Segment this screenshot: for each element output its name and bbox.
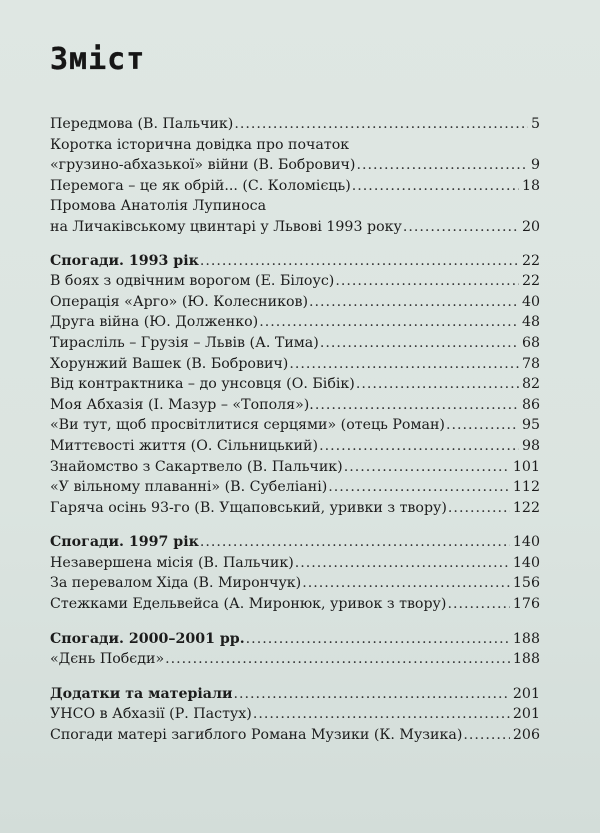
- dot-leader: [319, 436, 519, 457]
- toc-page-number: 101: [512, 458, 540, 475]
- toc-entry[interactable]: [50, 498, 540, 519]
- toc-page-number: 68: [521, 334, 540, 351]
- toc-page-number: 188: [512, 630, 540, 647]
- toc-entry[interactable]: [50, 395, 540, 416]
- dot-leader: [446, 415, 519, 436]
- toc-entry-title: Незавершена місія (В. Пальчик): [50, 554, 294, 571]
- toc-page-number: 48: [521, 314, 540, 331]
- toc-entry-title: «Дєнь Побєди»: [50, 651, 165, 668]
- toc-entry-title: «грузино-абхазької» війни (В. Бобрович): [50, 157, 356, 174]
- toc-section-heading[interactable]: [50, 251, 540, 272]
- toc-page-number: 82: [521, 376, 540, 393]
- dot-leader: [344, 457, 510, 478]
- toc-entry-title: Миттєвості життя (О. Сільницький): [50, 437, 319, 454]
- toc-page-number: 22: [521, 273, 540, 290]
- toc-page-number: 201: [512, 685, 540, 702]
- toc-page-number: 98: [521, 437, 540, 454]
- toc-page-number: 206: [512, 727, 540, 744]
- dot-leader: [295, 553, 510, 574]
- toc-entry-title: Моя Абхазія (І. Мазур – «Тополя»).: [50, 396, 314, 413]
- toc-entry[interactable]: [50, 704, 540, 725]
- toc-page-number: 9: [530, 157, 540, 174]
- dot-leader: [463, 725, 510, 746]
- dot-leader: [448, 498, 510, 519]
- section-title: Спогади. 2000–2001 рр.: [50, 630, 245, 647]
- section-title: Додатки та матеріали: [50, 685, 233, 702]
- toc-entry-title: Тирасліль – Грузія – Львів (А. Тима): [50, 334, 319, 351]
- toc-page-number: 201: [512, 706, 540, 723]
- page-title: Зміст: [50, 42, 146, 77]
- dot-leader: [335, 271, 519, 292]
- toc-entry-title: Друга війна (Ю. Долженко): [50, 314, 259, 331]
- toc-entry[interactable]: [50, 217, 540, 238]
- toc-entry-title: Передмова (В. Пальчик): [50, 116, 234, 132]
- section-title: Спогади. 1993 рік: [50, 252, 199, 269]
- dot-leader: [289, 354, 519, 375]
- toc-entry-title: на Личаківському цвинтарі у Львові 1993 року: [50, 218, 402, 235]
- toc-entry-title: УНСО в Абхазії (Р. Пастух): [50, 706, 252, 723]
- toc-entry[interactable]: [50, 477, 540, 498]
- toc-section-heading[interactable]: [50, 629, 540, 650]
- toc-page-number: 156: [512, 575, 540, 592]
- toc-entry-title: «У вільному плаванні» (В. Субеліані): [50, 479, 328, 496]
- table-of-contents: [50, 114, 540, 746]
- toc-page-number: 18: [521, 177, 540, 194]
- toc-entry[interactable]: [50, 271, 540, 292]
- toc-entry-title: Гаряча осінь 93-го (В. Ущаповський, уривки з твору): [50, 499, 447, 516]
- toc-page-number: 112: [512, 479, 540, 496]
- toc-page-number: 22: [521, 252, 540, 269]
- toc-page-number: 20: [521, 218, 540, 235]
- toc-page-number: 78: [521, 355, 540, 372]
- toc-page-number: 122: [512, 499, 540, 516]
- toc-page-number: 188: [512, 651, 540, 668]
- toc-entry[interactable]: [50, 333, 540, 354]
- dot-leader: [259, 312, 519, 333]
- toc-entry[interactable]: [50, 594, 540, 615]
- toc-entry-title: Спогади матері загиблого Романа Музики (К. Музика): [50, 727, 463, 744]
- toc-page-number: 5: [530, 116, 540, 132]
- dot-leader: [328, 477, 510, 498]
- toc-entry[interactable]: [50, 457, 540, 478]
- toc-entry-title: Стежками Едельвейса (А. Миронюк, уривок з твору): [50, 596, 447, 613]
- toc-section-heading[interactable]: [50, 532, 540, 553]
- dot-leader: [309, 292, 519, 313]
- toc-entry-title-line1[interactable]: Промова Анатолія Лупиноса: [50, 198, 267, 215]
- toc-entry[interactable]: [50, 415, 540, 436]
- toc-entry-title: Перемога – це як обрій... (С. Коломієць): [50, 177, 351, 194]
- toc-entry[interactable]: [50, 114, 540, 135]
- toc-entry[interactable]: [50, 292, 540, 313]
- toc-entry[interactable]: [50, 649, 540, 670]
- toc-page-number: 95: [521, 417, 540, 434]
- dot-leader: [447, 594, 509, 615]
- toc-entry[interactable]: [50, 573, 540, 594]
- dot-leader: [403, 217, 519, 238]
- dot-leader: [165, 649, 510, 670]
- dot-leader: [356, 374, 519, 395]
- toc-entry-title: Хорунжий Вашек (В. Бобрович): [50, 355, 289, 372]
- dot-leader: [234, 684, 510, 705]
- dot-leader: [234, 114, 528, 135]
- toc-entry-title: За перевалом Хіда (В. Мирончук): [50, 575, 302, 592]
- toc-page-number: 140: [512, 554, 540, 571]
- toc-entry[interactable]: [50, 176, 540, 197]
- dot-leader: [302, 573, 510, 594]
- toc-entry[interactable]: [50, 436, 540, 457]
- toc-page-number: 86: [521, 396, 540, 413]
- dot-leader: [320, 333, 519, 354]
- dot-leader: [356, 155, 528, 176]
- toc-entry[interactable]: [50, 553, 540, 574]
- toc-entry[interactable]: [50, 155, 540, 176]
- dot-leader: [253, 704, 510, 725]
- toc-entry[interactable]: [50, 312, 540, 333]
- toc-entry[interactable]: [50, 374, 540, 395]
- dot-leader: [200, 532, 510, 553]
- dot-leader: [200, 251, 519, 272]
- dot-leader: [315, 395, 519, 416]
- toc-entry-title: «Ви тут, щоб просвітлитися серцями» (отець Роман): [50, 417, 445, 434]
- toc-page-number: 140: [512, 534, 540, 551]
- toc-entry[interactable]: [50, 725, 540, 746]
- dot-leader: [246, 629, 510, 650]
- toc-entry-title: В боях з одвічним ворогом (Е. Білоус): [50, 273, 335, 290]
- toc-section-heading[interactable]: [50, 684, 540, 705]
- toc-page-number: 40: [521, 293, 540, 310]
- toc-entry-title: Від контрактника – до унсовця (О. Бібік): [50, 376, 355, 393]
- toc-page-number: 176: [512, 596, 540, 613]
- toc-entry-title-line1[interactable]: Коротка історична довідка про початок: [50, 136, 350, 153]
- toc-entry-title: Знайомство з Сакартвело (В. Пальчик): [50, 458, 343, 475]
- section-title: Спогади. 1997 рік: [50, 534, 199, 551]
- dot-leader: [352, 176, 519, 197]
- toc-entry[interactable]: [50, 354, 540, 375]
- toc-entry-title: Операція «Арго» (Ю. Колесников): [50, 293, 309, 310]
